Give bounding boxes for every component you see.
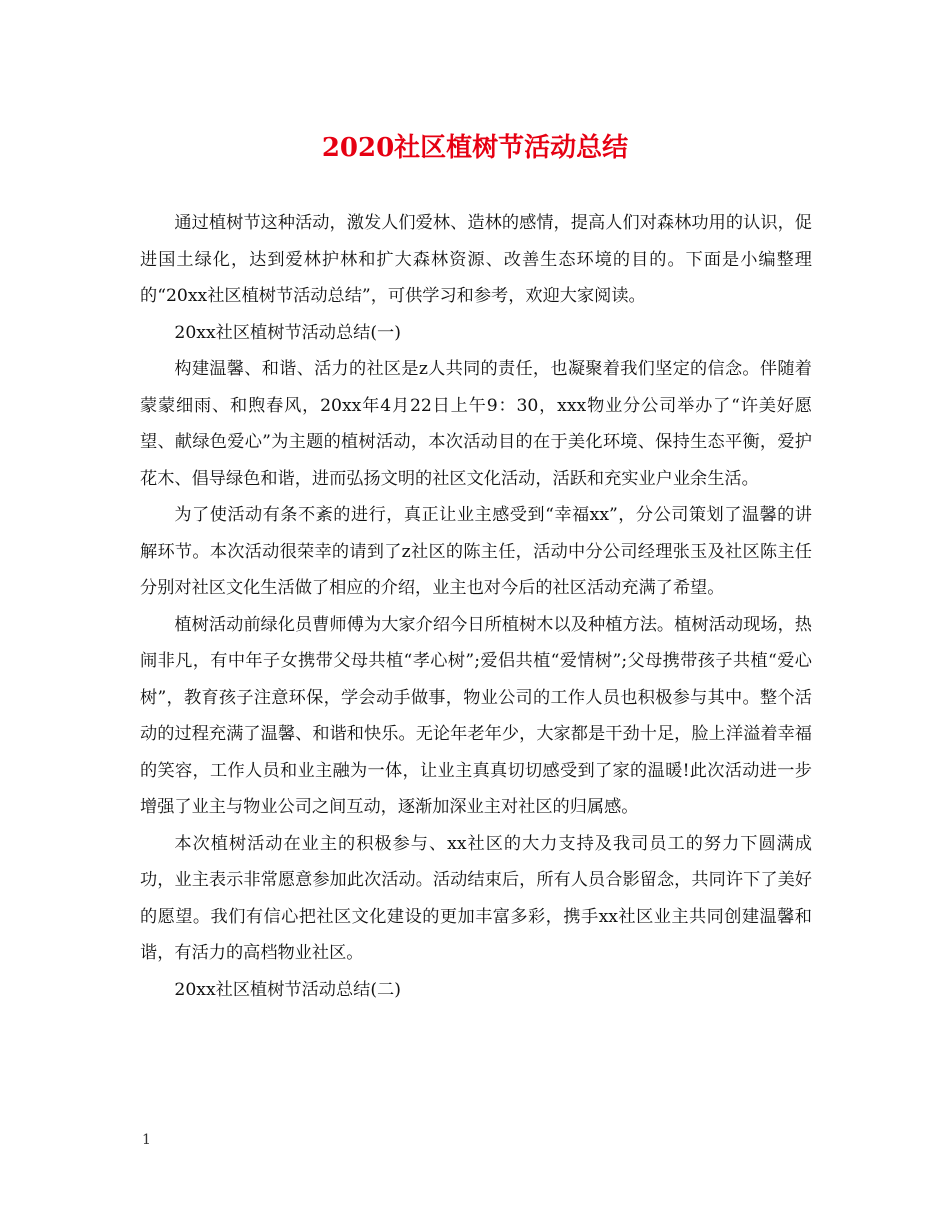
section-heading-two: 20xx社区植树节活动总结(二) bbox=[174, 979, 401, 1000]
paragraph: 构建温馨、和谐、活力的社区是z人共同的责任，也凝聚着我们坚定的信念。伴随着蒙蒙细雨、和煦春风，20xx年4月22日上午9：30，xxx物业分公司举办了“许美好愿望、献绿色爱心”为主题的植树活动，本次活动目的在于美化环境、保持生态平衡，爱护花木、倡导绿色和谐，进而弘扬文明的社区文化活动，活跃和充实业户业余生活。 bbox=[140, 359, 812, 489]
paragraph-intro: 通过植树节这种活动，激发人们爱林、造林的感情，提高人们对森林功用的认识，促进国土绿化，达到爱林护林和扩大森林资源、改善生态环境的目的。下面是小编整理的“20xx社区植树节活动总结”，可供学习和参考，欢迎大家阅读。 bbox=[140, 213, 812, 306]
page-number: 1 bbox=[142, 1132, 151, 1148]
document-body bbox=[140, 205, 812, 1008]
document-title: 2020社区植树节活动总结 bbox=[321, 133, 629, 163]
paragraph: 为了使活动有条不紊的进行，真正让业主感受到“幸福xx”，分公司策划了温馨的讲解环节。本次活动很荣幸的请到了z社区的陈主任，活动中分公司经理张玉及社区陈主任分别对社区文化生活做了相应的介绍，业主也对今后的社区活动充满了希望。 bbox=[140, 505, 812, 598]
paragraph: 植树活动前绿化员曹师傅为大家介绍今日所植树木以及种植方法。植树活动现场，热闹非凡，有中年子女携带父母共植“孝心树”;爱侣共植“爱情树”;父母携带孩子共植“爱心树”，教育孩子注意环保，学会动手做事，物业公司的工作人员也积极参与其中。整个活动的过程充满了温馨、和谐和快乐。无论年老年少，大家都是干劲十足，脸上洋溢着幸福的笑容，工作人员和业主融为一体，让业主真真切切感受到了家的温暖!此次活动进一步增强了业主与物业公司之间互动，逐渐加深业主对社区的归属感。 bbox=[140, 614, 812, 817]
section-heading-one: 20xx社区植树节活动总结(一) bbox=[174, 322, 401, 343]
paragraph: 本次植树活动在业主的积极参与、xx社区的大力支持及我司员工的努力下圆满成功，业主表示非常愿意参加此次活动。活动结束后，所有人员合影留念，共同许下了美好的愿望。我们有信心把社区文化建设的更加丰富多彩，携手xx社区业主共同创建温馨和谐，有活力的高档物业社区。 bbox=[140, 833, 812, 963]
